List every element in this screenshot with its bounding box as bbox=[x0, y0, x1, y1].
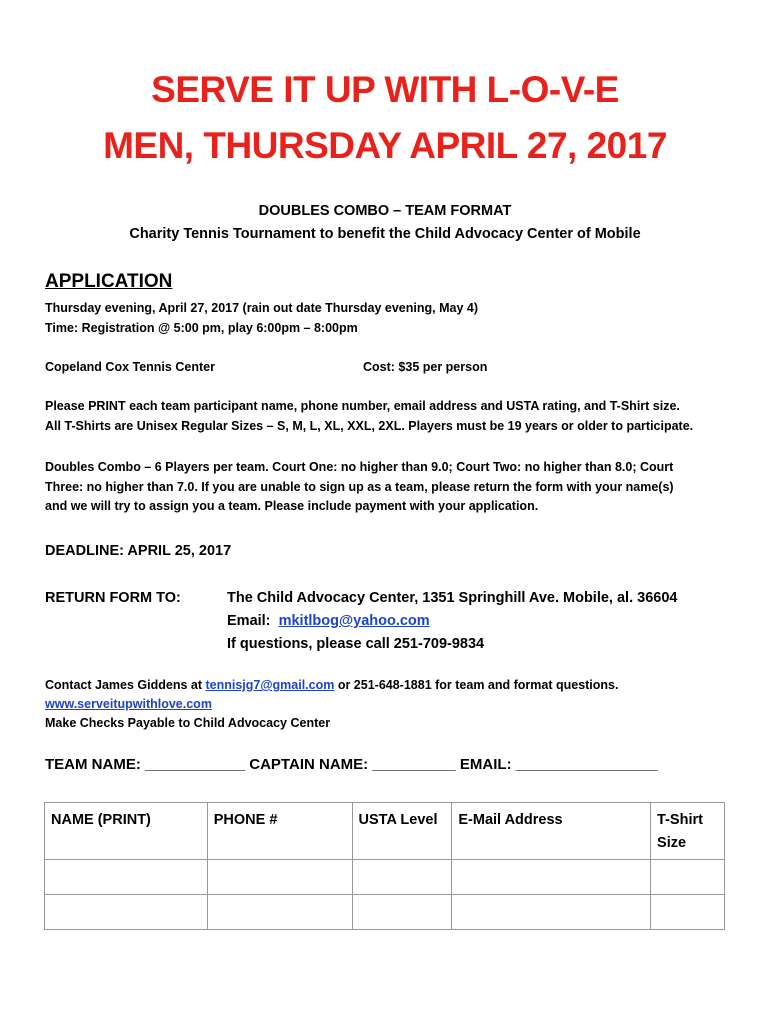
roster-header-row bbox=[45, 803, 725, 860]
print-instructions-line2: All T-Shirts are Unisex Regular Sizes – S, M, L, XL, XXL, 2XL. Players must be 19 years or older to participate. bbox=[45, 419, 694, 433]
header-email: E-Mail Address bbox=[452, 803, 651, 860]
return-address: The Child Advocacy Center, 1351 Springhill Ave. Mobile, al. 36604 bbox=[227, 590, 678, 606]
questions-line: If questions, please call 251-709-9834 bbox=[227, 636, 485, 652]
usta-level-cell[interactable] bbox=[352, 895, 452, 930]
header-name: NAME (PRINT) bbox=[45, 803, 208, 860]
name-cell[interactable] bbox=[45, 860, 208, 895]
website-line bbox=[45, 698, 212, 711]
email-cell[interactable] bbox=[452, 895, 651, 930]
venue: Copeland Cox Tennis Center bbox=[45, 360, 215, 374]
header-usta-level: USTA Level bbox=[352, 803, 452, 860]
phone-cell[interactable] bbox=[207, 860, 352, 895]
time-line: Time: Registration @ 5:00 pm, play 6:00pm – 8:00pm bbox=[45, 321, 358, 335]
checks-line: Make Checks Payable to Child Advocacy Center bbox=[45, 716, 331, 730]
tshirt-size-cell[interactable] bbox=[651, 895, 725, 930]
team-info-line: TEAM NAME: ____________ CAPTAIN NAME: __________ EMAIL: _________________ bbox=[45, 756, 658, 773]
email-cell[interactable] bbox=[452, 860, 651, 895]
contact-suffix: or 251-648-1881 for team and format questions. bbox=[334, 678, 619, 692]
contact-email-link[interactable]: tennisjg7@gmail.com bbox=[205, 678, 335, 692]
return-email-link[interactable]: mkitlbog@yahoo.com bbox=[278, 613, 430, 629]
format-line: DOUBLES COMBO – TEAM FORMAT bbox=[258, 203, 512, 219]
contact-prefix: Contact James Giddens at bbox=[45, 678, 206, 692]
tshirt-size-cell[interactable] bbox=[651, 860, 725, 895]
combo-rules-line3: and we will try to assign you a team. Please include payment with your application. bbox=[45, 499, 539, 513]
roster-table bbox=[44, 802, 725, 930]
usta-level-cell[interactable] bbox=[352, 860, 452, 895]
return-email-label: Email: bbox=[227, 613, 271, 629]
combo-rules-line1: Doubles Combo – 6 Players per team. Court One: no higher than 9.0; Court Two: no higher than 8.0; Court bbox=[45, 460, 674, 474]
website-link[interactable]: www.serveitupwithlove.com bbox=[45, 697, 212, 711]
contact-line bbox=[45, 679, 618, 692]
print-instructions-line1: Please PRINT each team participant name, phone number, email address and USTA rating, and T-Shirt size. bbox=[45, 399, 680, 413]
header-phone: PHONE # bbox=[207, 803, 352, 860]
combo-rules-line2: Three: no higher than 7.0. If you are unable to sign up as a team, please return the form with your name(s) bbox=[45, 480, 674, 494]
return-email-line bbox=[227, 614, 430, 629]
table-row bbox=[45, 895, 725, 930]
table-row bbox=[45, 860, 725, 895]
cost: Cost: $35 per person bbox=[363, 360, 488, 374]
header-tshirt-size: T-Shirt Size bbox=[651, 803, 725, 860]
deadline: DEADLINE: APRIL 25, 2017 bbox=[45, 543, 232, 559]
event-title: SERVE IT UP WITH L-O-V-E bbox=[151, 69, 619, 110]
name-cell[interactable] bbox=[45, 895, 208, 930]
phone-cell[interactable] bbox=[207, 895, 352, 930]
date-line: Thursday evening, April 27, 2017 (rain out date Thursday evening, May 4) bbox=[45, 301, 478, 315]
return-label: RETURN FORM TO: bbox=[45, 590, 181, 606]
application-heading: APPLICATION bbox=[45, 271, 173, 292]
event-subtitle: MEN, THURSDAY APRIL 27, 2017 bbox=[103, 125, 667, 166]
charity-line: Charity Tennis Tournament to benefit the Child Advocacy Center of Mobile bbox=[129, 226, 641, 242]
